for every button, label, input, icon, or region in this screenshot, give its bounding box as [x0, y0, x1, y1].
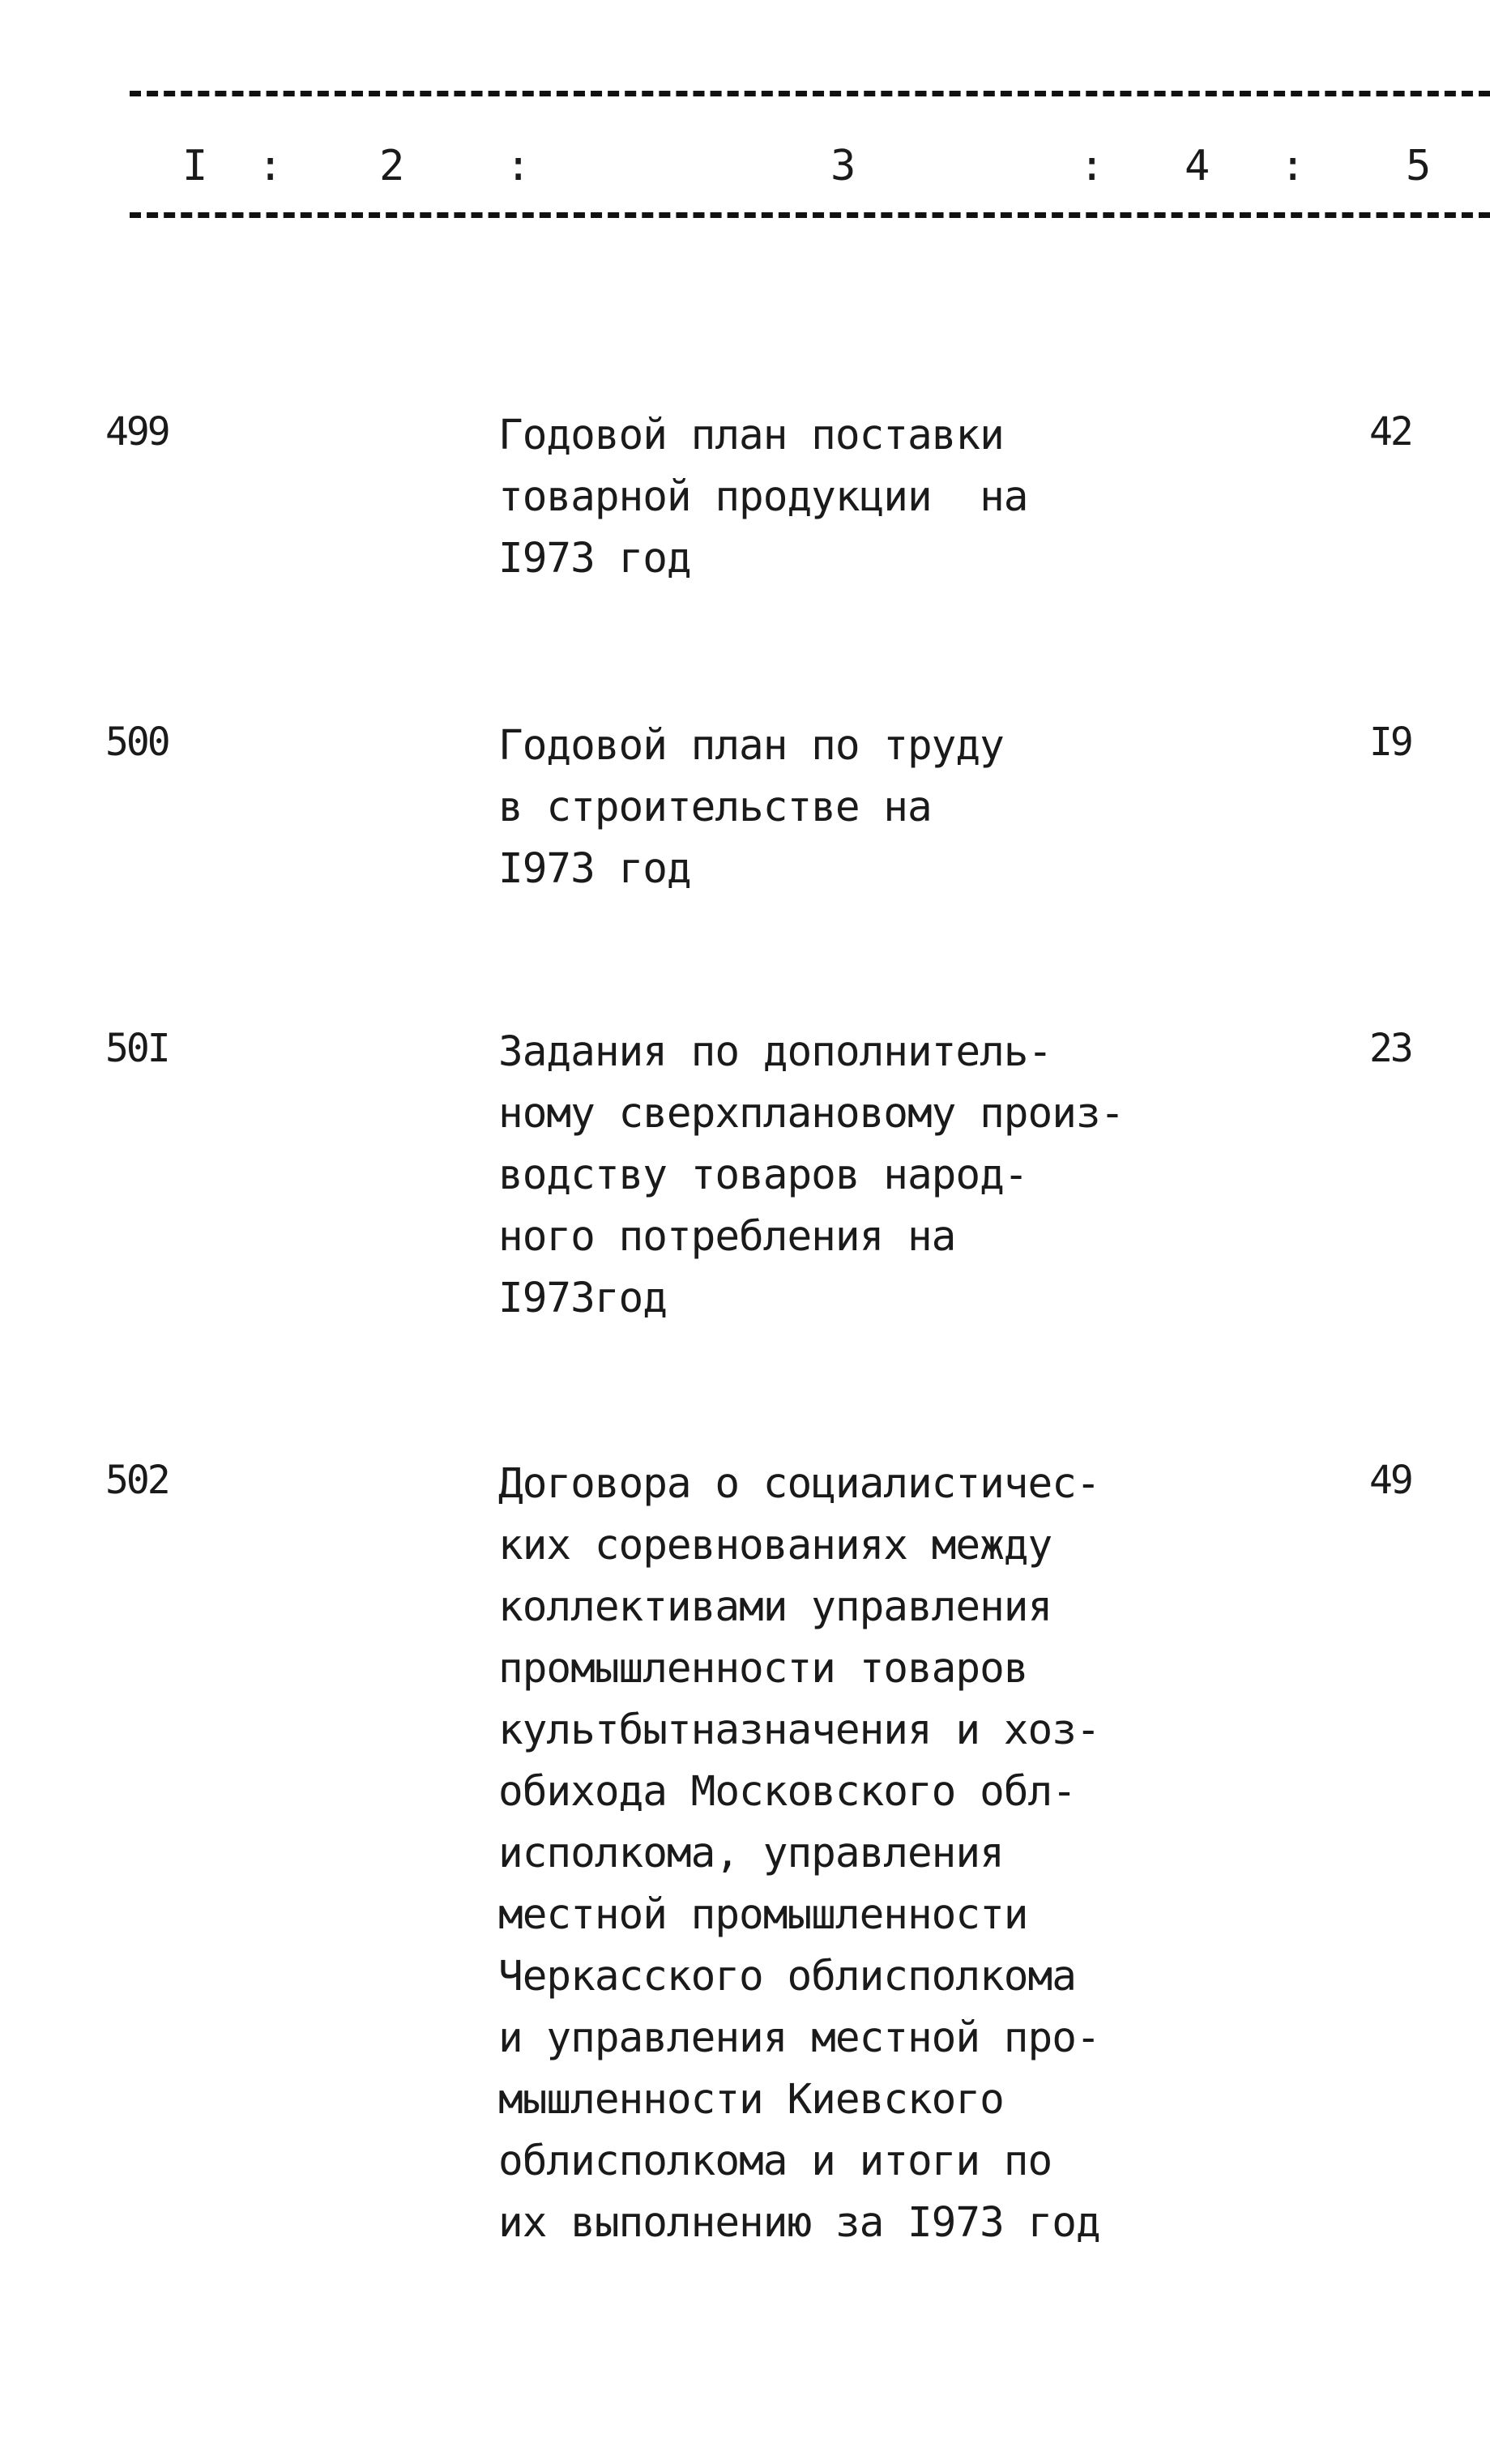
entry-number: 502	[105, 1458, 169, 1503]
column-header-3: 3	[830, 142, 856, 190]
entry-page-count: I9	[1369, 720, 1411, 765]
entry-title	[498, 1022, 1124, 1330]
column-header-1: I	[182, 142, 208, 190]
column-header-2: 2	[379, 142, 405, 190]
entry-title-line: Договора о социалистичес-	[498, 1460, 1100, 1508]
entry-page-count: 23	[1369, 1026, 1411, 1071]
entry-number: 50I	[105, 1026, 169, 1071]
column-header-5: 5	[1406, 142, 1432, 190]
entry-title-line: ких соревнованиях между	[498, 1522, 1052, 1569]
entry-title-line: водству товаров народ-	[498, 1151, 1028, 1199]
entry-title	[498, 1454, 1100, 2254]
entry-number: 500	[105, 720, 169, 765]
entry-title-line: I973 год	[498, 845, 691, 893]
column-separator: :	[1280, 142, 1306, 190]
entry-title	[498, 715, 1004, 900]
entry-title-line: в строительстве на	[498, 784, 932, 831]
entry-title-line: обихода Московского обл-	[498, 1768, 1076, 1816]
entry-title-line: их выполнению за I973 год	[498, 2199, 1100, 2247]
entry-number: 499	[105, 409, 169, 455]
entry-title-line: товарной продукции на	[498, 473, 1028, 521]
column-separator: :	[258, 142, 284, 190]
entry-title-line: культбытназначения и хоз-	[498, 1706, 1100, 1754]
entry-title-line: коллективами управления	[498, 1583, 1052, 1631]
entry-page-count: 42	[1369, 409, 1411, 455]
entry-title-line: I973год	[498, 1275, 667, 1322]
header-bottom-rule	[130, 212, 1490, 218]
entry-title-line: I973 год	[498, 535, 691, 583]
entry-title-line: мышленности Киевского	[498, 2076, 1004, 2124]
entry-title-line: ному сверхплановому произ-	[498, 1090, 1125, 1138]
entry-title-line: промышленности товаров	[498, 1645, 1028, 1693]
column-separator: :	[1079, 142, 1105, 190]
entry-title-line: местной промышленности	[498, 1891, 1028, 1939]
entry-title-line: исполкома, управления	[498, 1830, 1004, 1877]
entry-title	[498, 405, 1028, 590]
entry-title-line: облисполкома и итоги по	[498, 2137, 1052, 2185]
entry-title-line: и управления местной про-	[498, 2014, 1100, 2062]
entry-title-line: Годовой план по труду	[498, 722, 1004, 770]
entry-page-count: 49	[1369, 1458, 1411, 1503]
column-separator: :	[506, 142, 532, 190]
entry-title-line: Задания по дополнитель-	[498, 1028, 1052, 1076]
entry-title-line: Годовой план поставки	[498, 412, 1004, 459]
entry-title-line: ного потребления на	[498, 1213, 956, 1261]
header-top-rule	[130, 91, 1490, 96]
entry-title-line: Черкасского облисполкома	[498, 1953, 1076, 2001]
column-header-4: 4	[1185, 142, 1210, 190]
